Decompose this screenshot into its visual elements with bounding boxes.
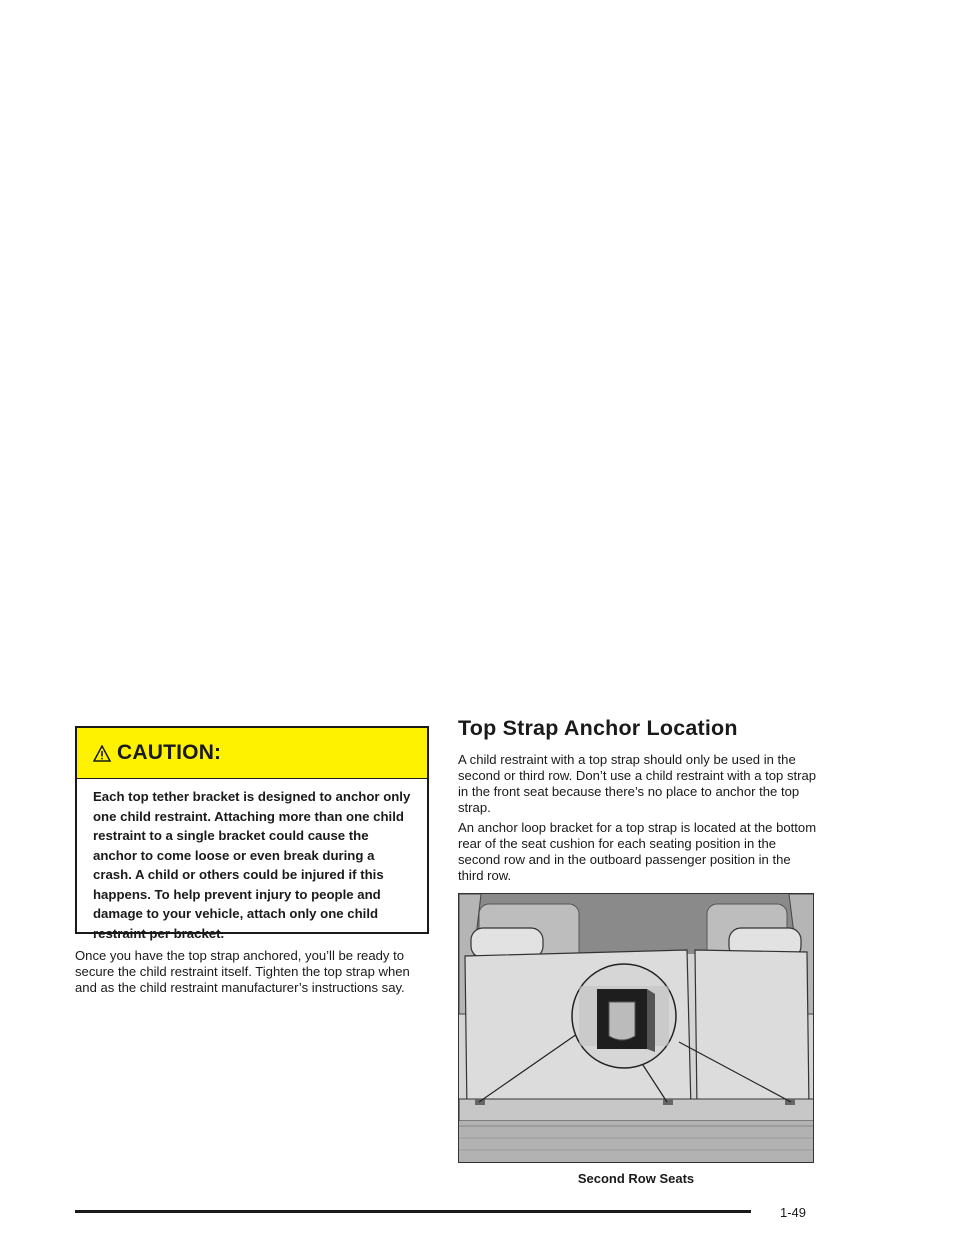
left-paragraph: Once you have the top strap anchored, you’ll be ready to secure the child restraint itself. Tighten the top strap when and as the child restraint manufacturer’s instructions say. [75,948,410,995]
caution-header [77,728,427,779]
page-number: 1-49 [780,1205,807,1220]
seat-drawing [459,894,814,1163]
warning-triangle-icon [93,745,111,762]
section-paragraph-1: A child restraint with a top strap should only be used in the second or third row. Don’t use a child restraint with a top strap in the front seat because there’s no place to anchor the top strap. [458,752,817,815]
footer-rule [75,1210,751,1213]
second-row-seats-illustration [458,893,814,1163]
caution-box [75,726,429,941]
caution-title: CAUTION: [117,741,222,764]
caution-text: Each top tether bracket is designed to anchor only one child restraint. Attaching more than one child restraint to a single bracket could cause the anchor to come loose or even break during a crash. A child or others could be injured if this happens. To help prevent injury to people and damage to your vehicle, attach only one child restraint per bracket. [93,789,411,941]
section-heading: Top Strap Anchor Location [458,716,738,740]
section-paragraph-2: An anchor loop bracket for a top strap is located at the bottom rear of the seat cushion for each seating position in the second row and in the outboard passenger position in the third row. [458,820,817,883]
figure-caption: Second Row Seats [577,1171,695,1186]
